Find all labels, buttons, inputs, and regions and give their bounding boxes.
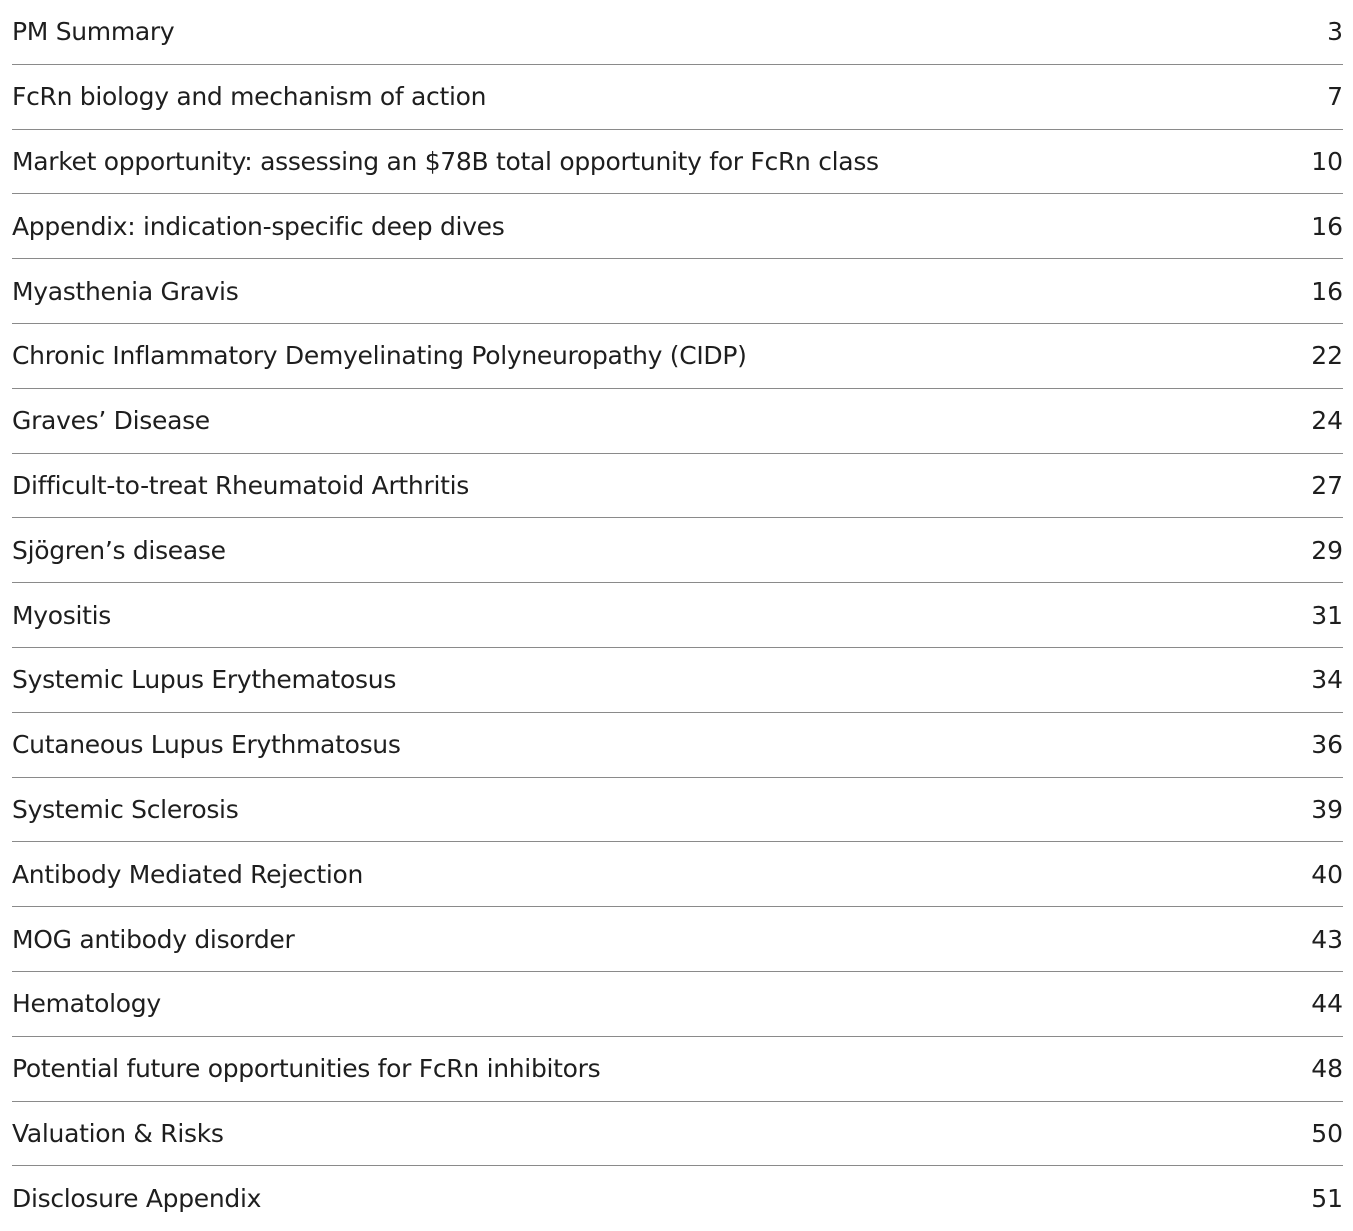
toc-entry-page: 31 (1311, 600, 1343, 630)
toc-entry-title: MOG antibody disorder (12, 924, 295, 954)
toc-entry-page: 43 (1311, 924, 1343, 954)
toc-entry-title: Antibody Mediated Rejection (12, 859, 364, 889)
toc-entry[interactable] (12, 130, 1343, 195)
toc-entry[interactable] (12, 0, 1343, 65)
toc-entry[interactable] (12, 648, 1343, 713)
toc-entry[interactable] (12, 1037, 1343, 1102)
toc-entry-page: 40 (1311, 859, 1343, 889)
toc-entry-title: Disclosure Appendix (12, 1184, 262, 1214)
toc-entry-page: 27 (1311, 470, 1343, 500)
toc-entry-page: 44 (1311, 989, 1343, 1019)
toc-entry-title: Sjögren’s disease (12, 535, 226, 565)
toc-entry[interactable] (12, 842, 1343, 907)
toc-entry-title: Systemic Lupus Erythematosus (12, 665, 397, 695)
toc-entry-title: Chronic Inflammatory Demyelinating Polyneuropathy (CIDP) (12, 341, 747, 371)
toc-entry[interactable] (12, 324, 1343, 389)
toc-entry[interactable] (12, 778, 1343, 843)
toc-entry-title: Cutaneous Lupus Erythmatosus (12, 730, 401, 760)
toc-entry-title: Potential future opportunities for FcRn inhibitors (12, 1054, 601, 1084)
toc-entry-title: FcRn biology and mechanism of action (12, 82, 487, 112)
toc-entry[interactable] (12, 972, 1343, 1037)
toc-entry[interactable] (12, 259, 1343, 324)
toc-entry[interactable] (12, 65, 1343, 130)
toc-entry-title: PM Summary (12, 17, 175, 47)
toc-entry-page: 3 (1327, 17, 1343, 47)
toc-entry-page: 7 (1327, 82, 1343, 112)
toc-entry-page: 10 (1311, 146, 1343, 176)
toc-entry-page: 16 (1311, 211, 1343, 241)
toc-entry-title: Appendix: indication-specific deep dives (12, 211, 505, 241)
toc-entry-title: Hematology (12, 989, 161, 1019)
toc-entry-page: 34 (1311, 665, 1343, 695)
toc-entry-page: 36 (1311, 730, 1343, 760)
toc-entry-page: 29 (1311, 535, 1343, 565)
toc-entry[interactable] (12, 454, 1343, 519)
toc-entry[interactable] (12, 583, 1343, 648)
toc-entry-page: 39 (1311, 794, 1343, 824)
toc-entry-title: Valuation & Risks (12, 1118, 224, 1148)
toc-entry-page: 16 (1311, 276, 1343, 306)
toc-entry-page: 22 (1311, 341, 1343, 371)
toc-entry-page: 24 (1311, 406, 1343, 436)
toc-entry-title: Graves’ Disease (12, 406, 210, 436)
toc-entry[interactable] (12, 713, 1343, 778)
toc-entry-title: Difficult-to-treat Rheumatoid Arthritis (12, 470, 469, 500)
toc-entry-page: 48 (1311, 1054, 1343, 1084)
toc-entry[interactable] (12, 518, 1343, 583)
toc-entry[interactable] (12, 389, 1343, 454)
toc-entry-page: 50 (1311, 1118, 1343, 1148)
toc-entry[interactable] (12, 194, 1343, 259)
toc-entry-page: 51 (1311, 1184, 1343, 1214)
toc-entry[interactable] (12, 907, 1343, 972)
toc-entry-title: Market opportunity: assessing an $78B total opportunity for FcRn class (12, 146, 879, 176)
toc-entry[interactable] (12, 1102, 1343, 1167)
toc-entry-title: Systemic Sclerosis (12, 794, 239, 824)
toc-entry-title: Myositis (12, 600, 112, 630)
toc-entry[interactable] (12, 1166, 1343, 1231)
toc-entry-title: Myasthenia Gravis (12, 276, 239, 306)
